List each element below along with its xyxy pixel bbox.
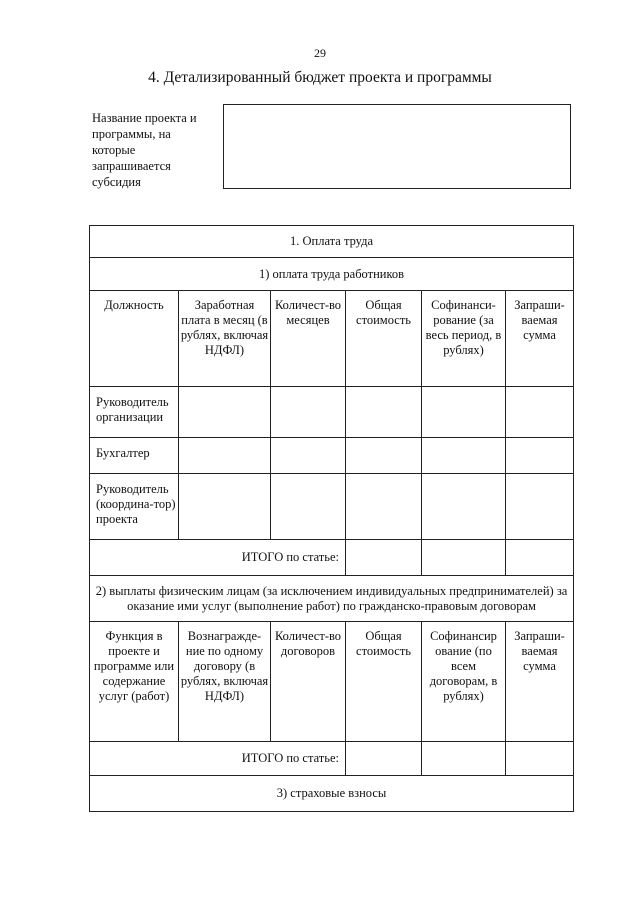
subsection-3-title: 3) страховые взносы — [90, 776, 574, 812]
table-row — [90, 438, 574, 474]
total-label: ИТОГО по статье: — [90, 742, 346, 776]
subsection-1-title: 1) оплата труда работников — [90, 258, 574, 291]
cofinancing-cell[interactable] — [422, 474, 506, 540]
total-cost-cell[interactable] — [346, 742, 422, 776]
header-cell: Запраши-ваемая сумма — [506, 622, 574, 742]
header-cell: Должность — [90, 291, 179, 387]
total-row — [90, 540, 574, 576]
months-cell[interactable] — [271, 387, 346, 438]
total-cost-cell[interactable] — [346, 438, 422, 474]
cofinancing-cell[interactable] — [422, 742, 506, 776]
cofinancing-cell[interactable] — [422, 387, 506, 438]
subsection-title-row — [90, 576, 574, 622]
header-cell: Заработная плата в месяц (в рублях, включая НДФЛ) — [179, 291, 271, 387]
total-cost-cell[interactable] — [346, 540, 422, 576]
total-cost-cell[interactable] — [346, 474, 422, 540]
header-cell: Вознагражде-ние по одному договору (в рублях, включая НДФЛ) — [179, 622, 271, 742]
position-cell: Бухгалтер — [90, 438, 179, 474]
subsection-title-row — [90, 776, 574, 812]
header-cell: Софинансир ование (по всем договорам, в рублях) — [422, 622, 506, 742]
header-cell: Количест-во договоров — [271, 622, 346, 742]
header-cell: Функция в проекте и программе или содержание услуг (работ) — [90, 622, 179, 742]
budget-table — [89, 225, 574, 812]
salary-cell[interactable] — [179, 474, 271, 540]
requested-cell[interactable] — [506, 387, 574, 438]
subsection-title-row — [90, 258, 574, 291]
header-cell: Количест-во месяцев — [271, 291, 346, 387]
header-row — [90, 291, 574, 387]
total-row — [90, 742, 574, 776]
section-title: 1. Оплата труда — [90, 226, 574, 258]
page-number: 29 — [314, 46, 326, 60]
page-title: 4. Детализированный бюджет проекта и программы — [148, 69, 492, 86]
position-cell: Руководитель организации — [90, 387, 179, 438]
salary-cell[interactable] — [179, 387, 271, 438]
header-row — [90, 622, 574, 742]
subsection-2-title: 2) выплаты физическим лицам (за исключением индивидуальных предпринимателей) за оказание ими услуг (выполнение работ) по гражданско-правовым договорам — [90, 576, 574, 622]
header-cell: Общая стоимость — [346, 622, 422, 742]
requested-cell[interactable] — [506, 438, 574, 474]
section-title-row — [90, 226, 574, 258]
requested-cell[interactable] — [506, 540, 574, 576]
requested-cell[interactable] — [506, 474, 574, 540]
salary-cell[interactable] — [179, 438, 271, 474]
project-name-field[interactable] — [223, 104, 571, 189]
total-label: ИТОГО по статье: — [90, 540, 346, 576]
requested-cell[interactable] — [506, 742, 574, 776]
total-cost-cell[interactable] — [346, 387, 422, 438]
position-cell: Руководитель (координа-тор) проекта — [90, 474, 179, 540]
header-cell: Запраши-ваемая сумма — [506, 291, 574, 387]
project-name-label: Название проекта и программы, на которые запрашивается субсидия — [92, 111, 197, 189]
table-row — [90, 387, 574, 438]
header-cell: Общая стоимость — [346, 291, 422, 387]
table-row — [90, 474, 574, 540]
months-cell[interactable] — [271, 474, 346, 540]
cofinancing-cell[interactable] — [422, 540, 506, 576]
months-cell[interactable] — [271, 438, 346, 474]
header-cell: Софинанси-рование (за весь период, в рублях) — [422, 291, 506, 387]
cofinancing-cell[interactable] — [422, 438, 506, 474]
